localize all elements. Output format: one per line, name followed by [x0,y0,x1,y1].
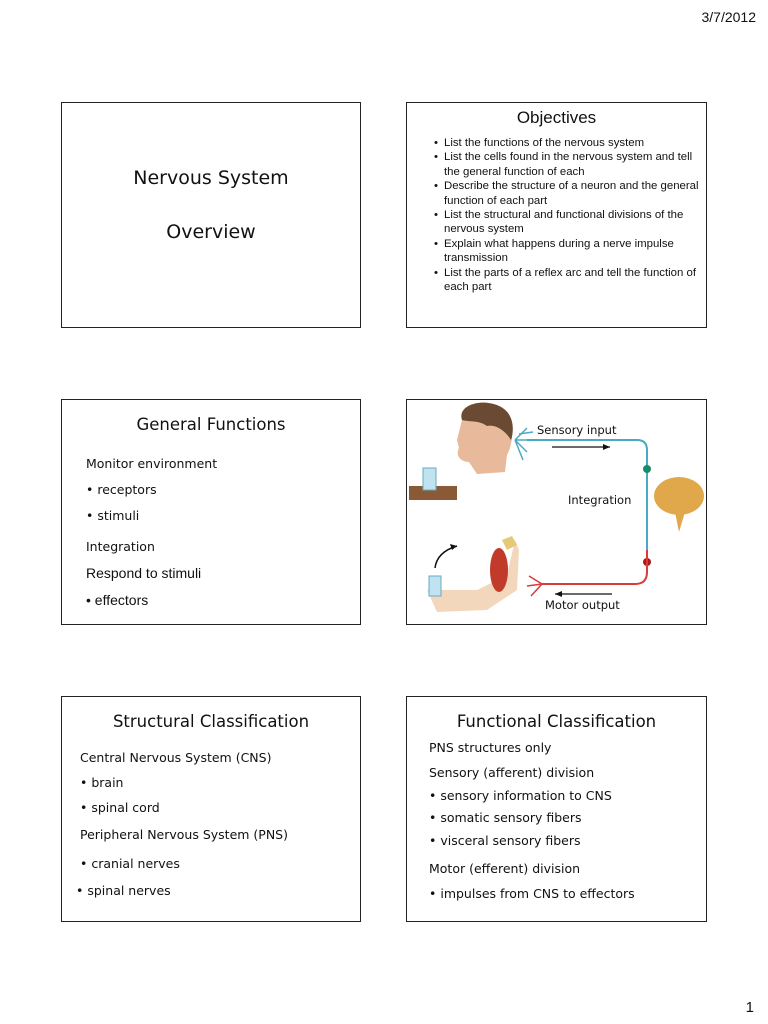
functional-line: Sensory (afferent) division [429,765,595,780]
general-functions-title: General Functions [136,415,286,434]
objective-item: • List the functions of the nervous system [434,136,706,150]
motor-nerve-endings [527,576,542,596]
slide-reflex-diagram [406,399,707,625]
integration-label: Integration [568,493,632,507]
structural-line: Peripheral Nervous System (PNS) [80,827,288,842]
head-illustration [457,403,513,474]
slide-objectives [406,102,707,328]
slide-title-line1: Nervous System [133,167,289,189]
general-line: Monitor environment [86,456,218,471]
functional-line: • somatic sensory fibers [429,810,582,825]
functional-line: • visceral sensory fibers [429,833,581,848]
structural-line: • spinal cord [80,800,160,815]
curved-arrow-icon [435,546,457,568]
objective-item: • List the cells found in the nervous system and tell the general function of each [434,150,706,179]
general-line: • receptors [86,482,157,497]
objectives-list [434,136,706,294]
objective-item: • List the structural and functional divisions of the nervous system [434,208,706,237]
functional-title: Functional Classification [456,712,657,731]
general-line: Respond to stimuli [86,565,202,581]
motor-output-label: Motor output [545,598,620,612]
sensory-input-label: Sensory input [537,423,617,437]
reflex-diagram [407,400,706,624]
arm-illustration [427,536,519,612]
objectives-title: Objectives [516,108,597,127]
sensory-synapse [643,465,651,473]
functional-line: • sensory information to CNS [429,788,612,803]
brain-icon [654,477,704,515]
objective-item: • List the parts of a reflex arc and tell the function of each part [434,266,706,295]
general-line: Integration [86,539,155,554]
structural-line: • brain [80,775,124,790]
structural-line: Central Nervous System (CNS) [80,750,272,765]
structural-line: • spinal nerves [76,883,171,898]
slide-structural-classification [61,696,361,922]
general-line: • stimuli [86,508,140,523]
slide-title-line2: Overview [166,221,256,243]
structural-line: • cranial nerves [80,856,180,871]
motor-pathway [542,550,647,584]
structural-title: Structural Classification [112,712,310,731]
glass-icon [423,468,436,490]
slide-title [61,102,361,328]
date: 3/7/2012 [701,9,756,25]
general-line: • effectors [86,592,149,608]
objective-item: • Explain what happens during a nerve impulse transmission [434,237,706,266]
sensory-nerve-endings [515,428,533,460]
functional-line: PNS structures only [429,740,552,755]
slide-general-functions [61,399,361,625]
page-number: 1 [745,999,754,1016]
functional-line: Motor (efferent) division [429,861,581,876]
functional-line: • impulses from CNS to effectors [429,886,635,901]
slide-functional-classification [406,696,707,922]
objective-item: • Describe the structure of a neuron and the general function of each part [434,179,706,208]
